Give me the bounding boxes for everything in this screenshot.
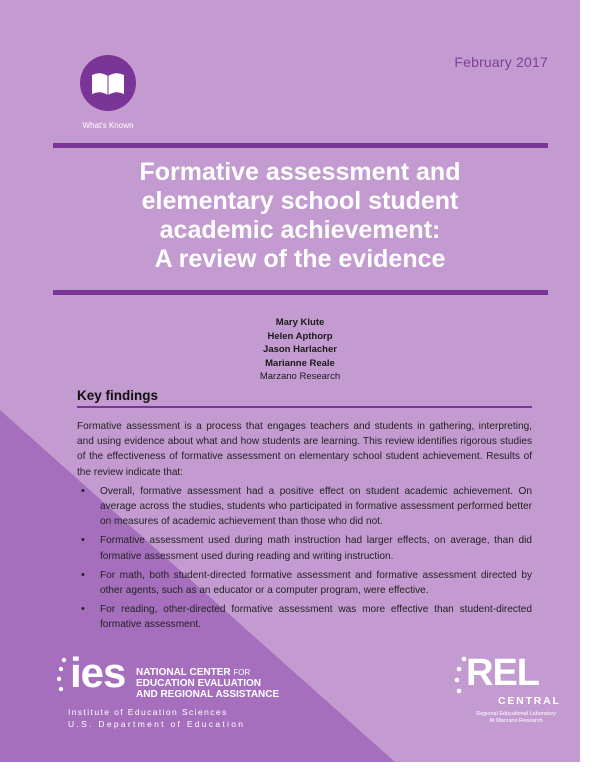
whats-known-logo <box>80 55 136 111</box>
title-line: A review of the evidence <box>154 245 446 273</box>
key-findings-intro: Formative assessment is a process that engages teachers and students in gathering, interpreting, and using evidence about what and how students are learning. This review identifies rigorous studies of the effectiveness of formative assessment on elementary school student achievement. Results of the review indicate that: <box>77 421 532 478</box>
findings-list <box>77 484 532 633</box>
title-rule-top <box>53 143 548 148</box>
title-line: academic achievement: <box>159 216 441 244</box>
author-name: Marianne Reale <box>265 357 335 369</box>
ies-mark: ies <box>70 649 126 696</box>
ies-center-line: NATIONAL CENTER <box>136 667 231 678</box>
ies-department: U.S. Department of Education <box>68 719 246 729</box>
title-line: elementary school student <box>141 187 459 215</box>
rel-lab-line: At Marzano Research <box>489 718 543 724</box>
rel-region: CENTRAL <box>498 695 561 707</box>
finding-item: • For math, both student-directed formative assessment and formative assessment directed by other agents, such as an educator or a computer program, were effective. <box>77 568 532 598</box>
author-name: Helen Apthorp <box>267 330 333 342</box>
publication-date: February 2017 <box>454 54 548 70</box>
ies-center-name <box>136 667 346 700</box>
finding-item: • Formative assessment used during math instruction had larger effects, on average, than did formative assessment used during reading and writing instruction. <box>77 533 532 563</box>
rel-central-logo <box>450 650 560 740</box>
author-list <box>200 316 400 384</box>
rel-lab-name <box>472 711 560 725</box>
finding-item: • For reading, other-directed formative assessment was more effective than student-directed formative assessment. <box>77 602 532 632</box>
title-rule-bottom <box>53 290 548 295</box>
ies-center-line: AND REGIONAL ASSISTANCE <box>136 689 280 700</box>
open-book-icon <box>80 55 136 111</box>
author-name: Jason Harlacher <box>263 344 337 355</box>
finding-item: • Overall, formative assessment had a positive effect on student academic achievement. On average across the studies, students who participated in formative assessment performed better on measures of academic achievement than those who did not. <box>77 484 532 530</box>
report-title <box>60 158 540 274</box>
key-findings-rule <box>77 406 532 408</box>
author-organization: Marzano Research <box>259 371 341 382</box>
rel-mark: REL <box>466 652 539 694</box>
series-label: What's Known <box>82 121 134 130</box>
ies-institute: Institute of Education Sciences <box>68 707 228 717</box>
ies-center-line-small: FOR <box>233 668 251 677</box>
key-findings-section <box>77 388 532 633</box>
title-line: Formative assessment and <box>139 158 461 186</box>
rel-lab-line: Regional Educational Laboratory <box>476 711 556 717</box>
author-name: Mary Klute <box>275 317 325 328</box>
key-findings-heading: Key findings <box>77 388 159 403</box>
ies-center-line: EDUCATION EVALUATION <box>136 678 261 689</box>
